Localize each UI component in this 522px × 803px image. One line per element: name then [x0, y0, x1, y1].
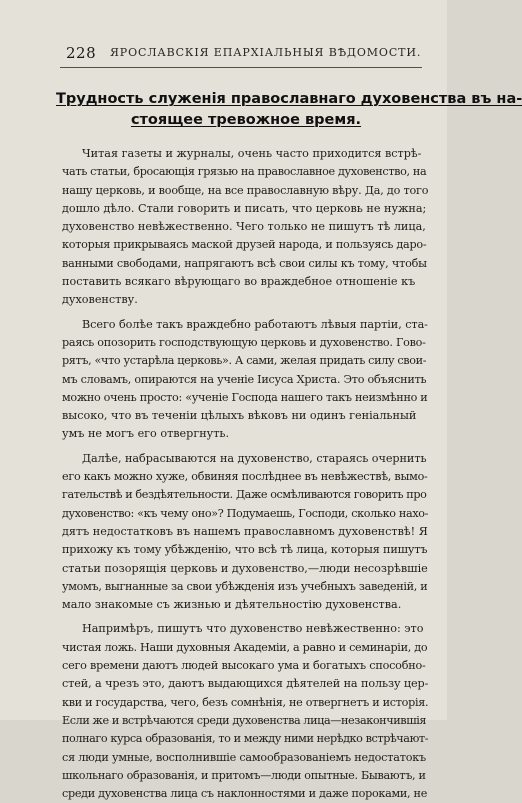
header-rule	[60, 67, 422, 68]
text-line: высоко, что въ теченіи цѣлыхъ вѣковъ ни одинъ геніальный	[62, 409, 417, 423]
text-line: статьи позорящія церковь и духовенство,—люди несозрѣвшіе	[62, 561, 428, 575]
title-line: стоящее тревожное время.	[130, 112, 362, 128]
paragraph	[62, 145, 428, 310]
text-line: духовенство невѣжественно. Чего только не пишутъ тѣ лица,	[62, 220, 426, 234]
text-line: духовенство: «къ чему оно»? Подумаешь, Господи, сколько нахо-	[62, 506, 429, 520]
paragraph	[62, 450, 428, 615]
text-line: среди духовенства лица съ наклонностями и даже пороками, не	[62, 787, 428, 801]
text-line: кви и государства, чего, безъ сомнѣнія, не отвергнетъ и исторія.	[62, 695, 429, 709]
text-line: полнаго курса образованія, то и между ними нерѣдко встрѣчают-	[62, 732, 429, 746]
text-line: стей, а чрезъ это, даютъ выдающихся дѣятелей на пользу цер-	[62, 677, 429, 691]
title-line: Трудность служенія православнаго духовенства въ на-	[56, 91, 522, 107]
text-line: чистая ложь. Наши духовныя Академіи, а равно и семинаріи, до	[62, 640, 428, 654]
text-line: умъ не могъ его отвергнуть.	[62, 427, 230, 441]
text-line: ванными свободами, напрягаютъ всѣ свои силы къ тому, чтобы	[62, 256, 427, 270]
text-line: раясь опозорить господствующую церковь и духовенство. Гово-	[62, 335, 426, 349]
text-line: его какъ можно хуже, обвиняя послѣднее въ невѣжествѣ, вымо-	[62, 470, 428, 484]
text-line: дошло дѣло. Стали говорить и писать, что церковь не нужна;	[62, 201, 427, 215]
text-line: которыя прикрываясь маской друзей народа, и пользуясь даро-	[62, 238, 427, 252]
text-line: поставить всякаго вѣрующаго во враждебное отношеніе къ	[62, 275, 416, 289]
text-line: Читая газеты и журналы, очень часто приходится встрѣ-	[82, 147, 422, 160]
text-line: прихожу къ тому убѣжденію, что всѣ тѣ лица, которыя пишутъ	[62, 543, 428, 557]
text-line: Если же и встрѣчаются среди духовенства лица—незакончившія	[62, 713, 427, 727]
text-line: ся люди умные, восполнившіе самообразованіемъ недостатокъ	[62, 750, 426, 764]
text-line: сего времени даютъ людей высокаго ума и богатыхъ способно-	[62, 659, 426, 673]
page-header	[0, 44, 447, 66]
text-line: гательствѣ и бездѣятельности. Даже осмѣливаются говорить про	[62, 488, 427, 502]
text-line: мъ словамъ, опираются на ученіе Іисуса Христа. Это объяснить	[62, 372, 427, 386]
text-line: чать статьи, бросающія грязью на православное духовенство, на	[62, 165, 427, 179]
text-line: Напримѣръ, пишутъ что духовенство невѣжественно: это	[82, 622, 424, 636]
text-line: рятъ, «что устарѣла церковь». А сами, желая придать силу свои-	[62, 354, 427, 368]
article-body	[62, 145, 428, 803]
article-title	[56, 89, 522, 131]
text-line: можно очень просто: «ученіе Господа нашего такъ неизмѣнно и	[62, 390, 428, 404]
text-line: нашу церковь, и вообще, на все православную вѣру. Да, до того	[62, 183, 429, 197]
paragraph	[62, 316, 428, 444]
text-line: духовенству.	[62, 293, 138, 307]
text-line: Всего болѣе такъ враждебно работаютъ лѣвыя партіи, ста-	[82, 317, 428, 331]
text-line: Далѣе, набрасываются на духовенство, стараясь очернить	[82, 451, 427, 465]
page-number: 228	[66, 44, 97, 62]
paragraph	[62, 620, 428, 803]
text-line: дятъ недостатковъ въ нашемъ православномъ духовенствѣ! Я	[62, 524, 428, 538]
text-line: мало знакомые съ жизнью и дѣятельностію духовенства.	[62, 598, 402, 612]
running-title: ЯРОСЛАВСКІЯ ЕПАРХІАЛЬНЫЯ ВѢДОМОСТИ.	[110, 46, 422, 59]
text-line: школьнаго образованія, и притомъ—люди опытные. Бываютъ, и	[62, 768, 426, 782]
text-line: умомъ, выгнанные за свои убѣжденія изъ учебныхъ заведеній, и	[62, 579, 428, 593]
